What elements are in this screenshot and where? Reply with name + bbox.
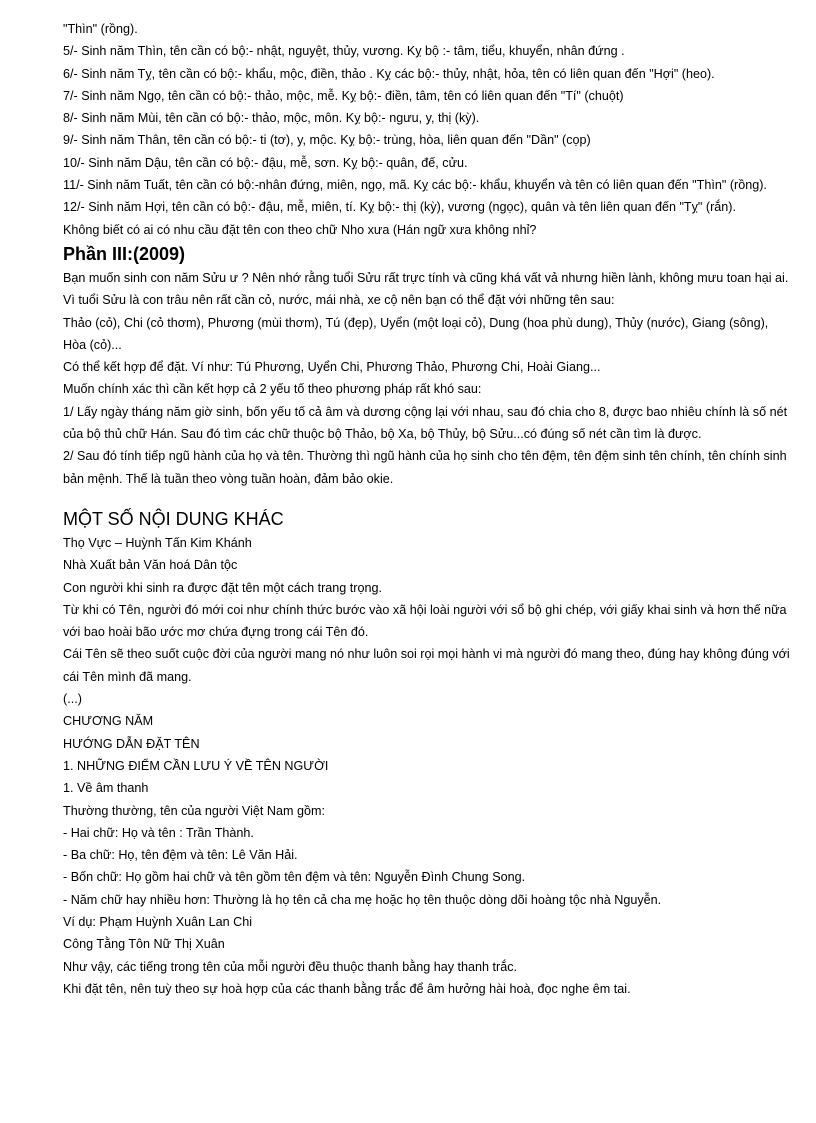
text-line: Khi đặt tên, nên tuỳ theo sự hoà hợp của các thanh bằng trắc để âm hưởng hài hoà, đọc nghe êm tai. bbox=[63, 981, 631, 996]
text-line: Không biết có ai có nhu cầu đặt tên con theo chữ Nho xưa (Hán ngữ xưa không nhỉ? bbox=[63, 222, 537, 237]
text-line: Thường thường, tên của người Việt Nam gồm: bbox=[63, 803, 325, 818]
section-zodiac-radicals bbox=[63, 18, 793, 241]
section-heading: MỘT SỐ NỘI DUNG KHÁC bbox=[63, 508, 284, 529]
text-line: - Năm chữ hay nhiều hơn: Thường là họ tên cả cha mẹ hoặc họ tên thuộc dòng dõi hoàng tộc nhà Nguyễn. bbox=[63, 892, 662, 907]
text-line: 10/- Sinh năm Dậu, tên cần có bộ:- đậu, mễ, sơn. Kỵ bộ:- quân, đế, cửu. bbox=[63, 155, 468, 170]
text-line: Thảo (cỏ), Chi (cỏ thơm), Phương (mùi thơm), Tú (đẹp), Uyển (một loại cỏ), Dung (hoa phù dung), Thủy (nước), Giang (sông), Hòa (cỏ)... bbox=[63, 315, 769, 352]
text-line: 6/- Sinh năm Tỵ, tên cần có bộ:- khẩu, mộc, điền, thảo . Kỵ các bộ:- thủy, nhật, hỏa, tên có liên quan đến "Hợi" (heo). bbox=[63, 66, 715, 81]
text-line: 9/- Sinh năm Thân, tên cần có bộ:- ti (tơ), y, mộc. Kỵ bộ:- trùng, hòa, liên quan đến "Dần" (cọp) bbox=[63, 133, 591, 148]
text-line: Từ khi có Tên, người đó mới coi như chính thức bước vào xã hội loài người với sổ bộ ghi chép, với giấy khai sinh và hơn thế nữa với bao hoài bão ước mơ chứa đựng trong cái Tên đó. bbox=[63, 602, 787, 640]
text-line: 5/- Sinh năm Thìn, tên cần có bộ:- nhật, nguyệt, thủy, vương. Kỵ bộ :- tâm, tiểu, khuyển, nhân đứng . bbox=[63, 44, 625, 59]
text-line: Nhà Xuất bản Văn hoá Dân tộc bbox=[63, 558, 238, 573]
text-line: - Ba chữ: Họ, tên đệm và tên: Lê Văn Hải. bbox=[63, 848, 298, 863]
text-line: Thọ Vực – Huỳnh Tấn Kim Khánh bbox=[63, 535, 252, 550]
text-line: 8/- Sinh năm Mùi, tên cần có bộ:- thảo, mộc, môn. Kỵ bộ:- ngưu, y, thị (kỳ). bbox=[63, 111, 480, 126]
text-line: Có thể kết hợp để đặt. Ví như: Tú Phương, Uyển Chi, Phương Thảo, Phương Chi, Hoài Giang... bbox=[63, 360, 601, 375]
text-line: Công Tằng Tôn Nữ Thị Xuân bbox=[63, 937, 225, 952]
section-heading: Phần III:(2009) bbox=[63, 243, 186, 264]
text-line: 1. Về âm thanh bbox=[63, 781, 149, 796]
text-line: "Thìn" (rồng). bbox=[63, 22, 138, 36]
text-line: HƯỚNG DẪN ĐẶT TÊN bbox=[63, 736, 200, 751]
text-line: Như vậy, các tiếng trong tên của mỗi người đều thuộc thanh bằng hay thanh trắc. bbox=[63, 959, 518, 974]
text-line: 11/- Sinh năm Tuất, tên cần có bộ:-nhân đứng, miên, ngọ, mã. Kỵ các bộ:- khẩu, khuyển và tên có liên quan đến "Thìn" (rồng). bbox=[63, 178, 767, 193]
text-line: 2/ Sau đó tính tiếp ngũ hành của họ và tên. Thường thì ngũ hành của họ sinh cho tên đệm, tên đệm sinh tên chính, tên chính sinh bản mệnh. Thế là tuần theo vòng tuần hoàn, đảm bảo okie. bbox=[63, 449, 787, 486]
section-part-three bbox=[63, 241, 793, 490]
text-line: Muốn chính xác thì cần kết hợp cả 2 yếu tố theo phương pháp rất khó sau: bbox=[63, 382, 482, 397]
text-line: Ví dụ: Phạm Huỳnh Xuân Lan Chi bbox=[63, 914, 253, 929]
text-line: Con người khi sinh ra được đặt tên một cách trang trọng. bbox=[63, 580, 382, 595]
text-line: 1. NHỮNG ĐIỂM CẦN LƯU Ý VỀ TÊN NGƯỜI bbox=[63, 758, 329, 773]
text-line: (...) bbox=[63, 692, 82, 707]
text-line: Cái Tên sẽ theo suốt cuộc đời của người mang nó như luôn soi rọi mọi hành vi mà người đó mang theo, đúng hay không đúng với cái Tên mình đã mang. bbox=[63, 647, 790, 684]
text-line: CHƯƠNG NĂM bbox=[63, 714, 154, 729]
document-page bbox=[63, 18, 793, 1000]
text-line: 12/- Sinh năm Hợi, tên cần có bộ:- đậu, mễ, miên, tí. Kỵ bộ:- thị (kỳ), vương (ngọc), quân và tên liên quan đến "Tỵ" (rắn). bbox=[63, 200, 736, 215]
text-line: Bạn muốn sinh con năm Sửu ư ? Nên nhớ rằng tuổi Sửu rất trực tính và cũng khá vất vả nhưng hiền lành, không mưu toan hại ai. Vì tuổi Sửu là con trâu nên rất cần cỏ, nước, mái nhà, xe cộ nên bạn có thể đặt với những tên sau: bbox=[63, 270, 789, 308]
text-line: - Hai chữ: Họ và tên : Trần Thành. bbox=[63, 825, 254, 840]
section-other-content bbox=[63, 506, 793, 1000]
text-line: 7/- Sinh năm Ngọ, tên cần có bộ:- thảo, mộc, mễ. Kỵ bộ:- điền, tâm, tên có liên quan đến "Tí" (chuột) bbox=[63, 88, 624, 103]
text-line: 1/ Lấy ngày tháng năm giờ sinh, bốn yếu tố cả âm và dương cộng lại với nhau, sau đó chia cho 8, được bao nhiêu chính là số nét của bộ thủ chữ Hán. Sau đó tìm các chữ thuộc bộ Thảo, bộ Xa, bộ Thủy, bộ Sửu...có đúng số nét cần tìm là được. bbox=[63, 404, 788, 442]
text-line: - Bốn chữ: Họ gồm hai chữ và tên gồm tên đệm và tên: Nguyễn Đình Chung Song. bbox=[63, 870, 526, 885]
spacer bbox=[63, 490, 793, 506]
